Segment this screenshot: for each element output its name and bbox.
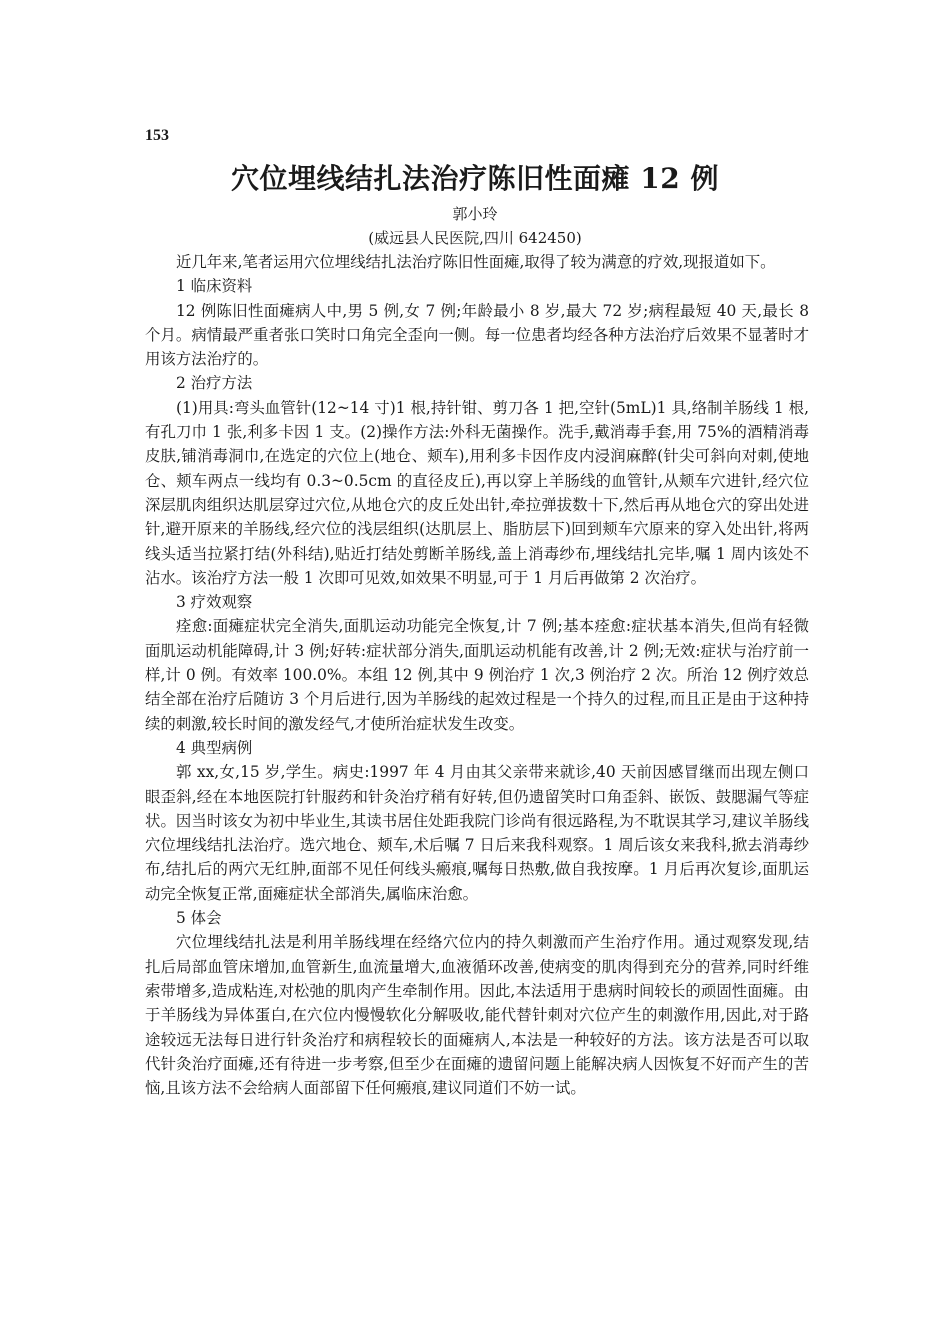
efficacy-paragraph: 痊愈:面瘫症状完全消失,面肌运动功能完全恢复,计 7 例;基本痊愈:症状基本消失,但尚有轻微面肌运动机能障碍,计 3 例;好转:症状部分消失,面肌运动机能有改善,计 2 例;无效:症状与治疗前一样,计 0 例。有效率 100.0%。本组 12 例,其中 9 例治疗 1 次,3 例治疗 2 次。所治 12 例疗效总结全部在治疗后随访 3 个月后进行,因为羊肠线的起效过程是一个持久的过程,而且正是由于这种持续的刺激,较长时间的激发经气,才使所治症状发生改变。 <box>145 617 809 733</box>
section-heading-efficacy: 3 疗效观察 <box>176 593 253 612</box>
page-number: 153 <box>145 127 169 144</box>
discussion-paragraph: 穴位埋线结扎法是利用羊肠线埋在经络穴位内的持久刺激而产生治疗作用。通过观察发现,结扎后局部血管床增加,血管新生,血流量增大,血液循环改善,使病变的肌肉得到充分的营养,同时纤维索带增多,造成粘连,对松弛的肌肉产生牵制作用。因此,本法适用于患病时间较长的顽固性面瘫。由于羊肠线为异体蛋白,在穴位内慢慢软化分解吸收,能代替针刺对穴位产生的刺激作用,因此,对于路途较远无法每日进行针灸治疗和病程较长的面瘫病人,本法是一种较好的方法。该方法是否可以取代针灸治疗面瘫,还有待进一步考察,但至少在面瘫的遗留问题上能解决病人因恢复不好而产生的苦恼,且该方法不会给病人面部留下任何瘢痕,建议同道们不妨一试。 <box>145 933 809 1098</box>
section-heading-typical-case: 4 典型病例 <box>176 738 253 757</box>
treatment-method-paragraph: (1)用具:弯头血管针(12~14 寸)1 根,持针钳、剪刀各 1 把,空针(5mL)1 具,络制羊肠线 1 根,有孔刀巾 1 张,利多卡因 1 支。(2)操作方法:外科无菌操作。洗手,戴消毒手套,用 75%的酒精消毒皮肤,铺消毒洞巾,在选定的穴位上(地仓、颊车),用利多卡因作皮内浸润麻醉(针尖可斜向对刺,使地仓、颊车两点一线均有 0.3~0.5cm 的直径皮丘),再以穿上羊肠线的血管针,从颊车穴进针,经穴位深层肌肉组织达肌层穿过穴位,从地仓穴的皮丘处出针,牵拉弹拔数十下,然后再从地仓穴的穿出处进针,避开原来的羊肠线,经穴位的浅层组织(达肌层上、脂肪层下)回到颊车穴原来的穿入处出针,将两线头适当拉紧打结(外科结),贴近打结处剪断羊肠线,盖上消毒纱布,埋线结扎完毕,嘱 1 周内该处不沾水。该治疗方法一般 1 次即可见效,如效果不明显,可于 1 月后再做第 2 次治疗。 <box>145 398 809 587</box>
article-title: 穴位埋线结扎法治疗陈旧性面瘫 12 例 <box>231 162 719 195</box>
intro-paragraph: 近几年来,笔者运用穴位埋线结扎法治疗陈旧性面瘫,取得了较为满意的疗效,现报道如下。 <box>176 253 776 271</box>
author-affiliation: (威远县人民医院,四川 642450) <box>368 229 582 247</box>
author-name: 郭小玲 <box>452 205 498 223</box>
article-body <box>145 250 809 1100</box>
typical-case-paragraph: 郭 xx,女,15 岁,学生。病史:1997 年 4 月由其父亲带来就诊,40 天前因感冒继而出现左侧口眼歪斜,经在本地医院打针服药和针灸治疗稍有好转,但仍遗留笑时口角歪斜、嵌饭、鼓腮漏气等症状。因当时该女为初中毕业生,其读书居住处距我院门诊尚有很远路程,为不耽误其学习,建议羊肠线穴位埋线结扎法治疗。选穴地仓、颊车,术后嘱 7 日后来我科观察。1 周后该女来我科,掀去消毒纱布,结扎后的两穴无红肿,面部不见任何线头瘢痕,嘱每日热敷,做自我按摩。1 月后再次复诊,面肌运动完全恢复正常,面瘫症状全部消失,属临床治愈。 <box>145 763 809 903</box>
clinical-data-paragraph: 12 例陈旧性面瘫病人中,男 5 例,女 7 例;年龄最小 8 岁,最大 72 岁;病程最短 40 天,最长 8 个月。病情最严重者张口笑时口角完全歪向一侧。每一位患者均经各种方法治疗后效果不显著时才用该方法治疗的。 <box>145 301 809 369</box>
section-heading-clinical-data: 1 临床资料 <box>176 277 253 296</box>
section-heading-discussion: 5 体会 <box>176 909 222 928</box>
section-heading-treatment-method: 2 治疗方法 <box>176 374 253 393</box>
